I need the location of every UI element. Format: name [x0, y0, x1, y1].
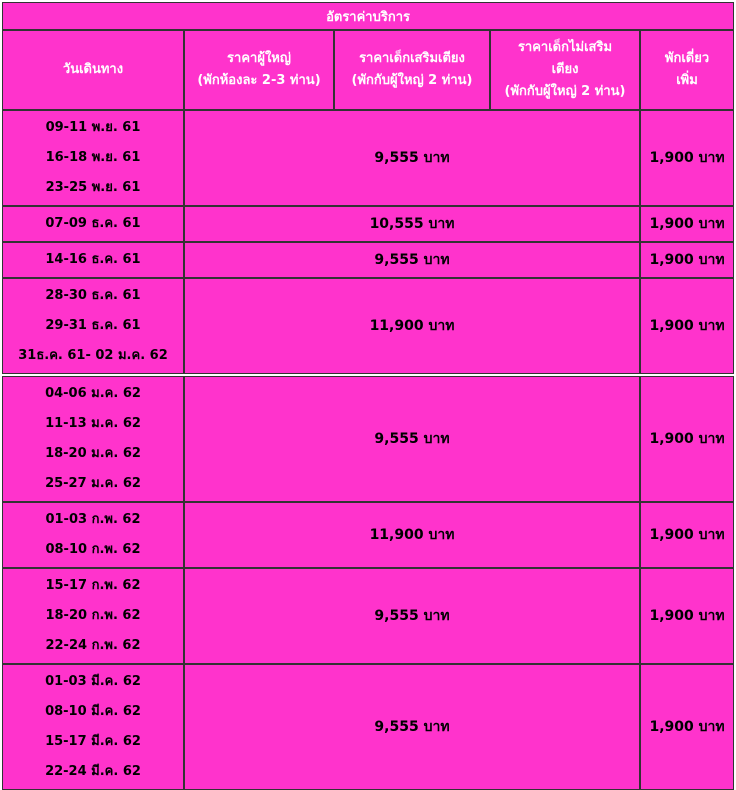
group-price: 10,555 บาท	[184, 206, 640, 242]
travel-date: 04-06 ม.ค. 62	[45, 386, 141, 401]
header-date	[2, 30, 184, 110]
header-child-nobed-label-2: เตียง	[551, 62, 579, 77]
single-supplement: 1,900 บาท	[640, 242, 734, 278]
header-child-nobed-note: (พักกับผู้ใหญ่ 2 ท่าน)	[504, 84, 626, 99]
table-header-row	[2, 30, 734, 110]
price-group-row	[2, 664, 734, 790]
table-title: อัตราค่าบริการ	[2, 2, 734, 30]
travel-date: 01-03 ก.พ. 62	[45, 512, 141, 527]
header-child-bed-note: (พักกับผู้ใหญ่ 2 ท่าน)	[351, 73, 473, 88]
travel-date: 29-31 ธ.ค. 61	[45, 318, 141, 333]
price-group-row	[2, 242, 734, 278]
single-supplement: 1,900 บาท	[640, 568, 734, 664]
header-adult	[184, 30, 334, 110]
travel-dates-cell	[2, 206, 184, 242]
group-price: 9,555 บาท	[184, 664, 640, 790]
travel-dates-cell	[2, 664, 184, 790]
header-child-bed-label: ราคาเด็กเสริมเตียง	[359, 51, 465, 66]
table-title-row	[2, 2, 734, 30]
group-price: 9,555 บาท	[184, 376, 640, 502]
price-group-row	[2, 376, 734, 502]
travel-date: 25-27 ม.ค. 62	[45, 476, 141, 491]
travel-date: 15-17 มี.ค. 62	[45, 734, 141, 749]
travel-dates-cell	[2, 568, 184, 664]
single-supplement: 1,900 บาท	[640, 110, 734, 206]
travel-date: 23-25 พ.ย. 61	[45, 180, 141, 195]
travel-date: 11-13 ม.ค. 62	[45, 416, 141, 431]
header-single-label: พักเดี่ยว	[664, 51, 710, 66]
price-group-row	[2, 502, 734, 568]
travel-date: 01-03 มี.ค. 62	[45, 674, 141, 689]
price-group-row	[2, 568, 734, 664]
travel-date: 28-30 ธ.ค. 61	[45, 288, 141, 303]
travel-date: 08-10 มี.ค. 62	[45, 704, 141, 719]
single-supplement: 1,900 บาท	[640, 278, 734, 374]
travel-date: 15-17 ก.พ. 62	[45, 578, 141, 593]
travel-date: 09-11 พ.ย. 61	[45, 120, 141, 135]
travel-dates-cell	[2, 278, 184, 374]
single-supplement: 1,900 บาท	[640, 502, 734, 568]
travel-date: 14-16 ธ.ค. 61	[45, 252, 141, 267]
single-supplement: 1,900 บาท	[640, 664, 734, 790]
header-child-nobed	[490, 30, 640, 110]
price-group-row	[2, 206, 734, 242]
travel-date: 22-24 มี.ค. 62	[45, 764, 141, 779]
single-supplement: 1,900 บาท	[640, 376, 734, 502]
group-price: 9,555 บาท	[184, 110, 640, 206]
group-price: 11,900 บาท	[184, 278, 640, 374]
single-supplement: 1,900 บาท	[640, 206, 734, 242]
travel-date: 22-24 ก.พ. 62	[45, 638, 141, 653]
header-single	[640, 30, 734, 110]
travel-date: 16-18 พ.ย. 61	[45, 150, 141, 165]
price-group-row	[2, 110, 734, 206]
travel-dates-cell	[2, 242, 184, 278]
header-date-label: วันเดินทาง	[62, 62, 124, 77]
group-price: 9,555 บาท	[184, 242, 640, 278]
header-child-bed	[334, 30, 490, 110]
travel-date: 31ธ.ค. 61- 02 ม.ค. 62	[18, 348, 168, 363]
travel-date: 08-10 ก.พ. 62	[45, 542, 141, 557]
header-single-label-2: เพิ่ม	[676, 73, 698, 88]
travel-date: 18-20 ม.ค. 62	[45, 446, 141, 461]
header-child-nobed-label: ราคาเด็กไม่เสริม	[517, 40, 613, 55]
header-adult-label: ราคาผู้ใหญ่	[227, 51, 291, 66]
header-adult-note: (พักห้องละ 2-3 ท่าน)	[197, 73, 321, 88]
travel-dates-cell	[2, 376, 184, 502]
group-price: 11,900 บาท	[184, 502, 640, 568]
group-price: 9,555 บาท	[184, 568, 640, 664]
travel-dates-cell	[2, 110, 184, 206]
travel-dates-cell	[2, 502, 184, 568]
price-table	[2, 2, 734, 790]
price-table-body	[2, 2, 734, 790]
travel-date: 07-09 ธ.ค. 61	[45, 216, 141, 231]
price-group-row	[2, 278, 734, 374]
travel-date: 18-20 ก.พ. 62	[45, 608, 141, 623]
